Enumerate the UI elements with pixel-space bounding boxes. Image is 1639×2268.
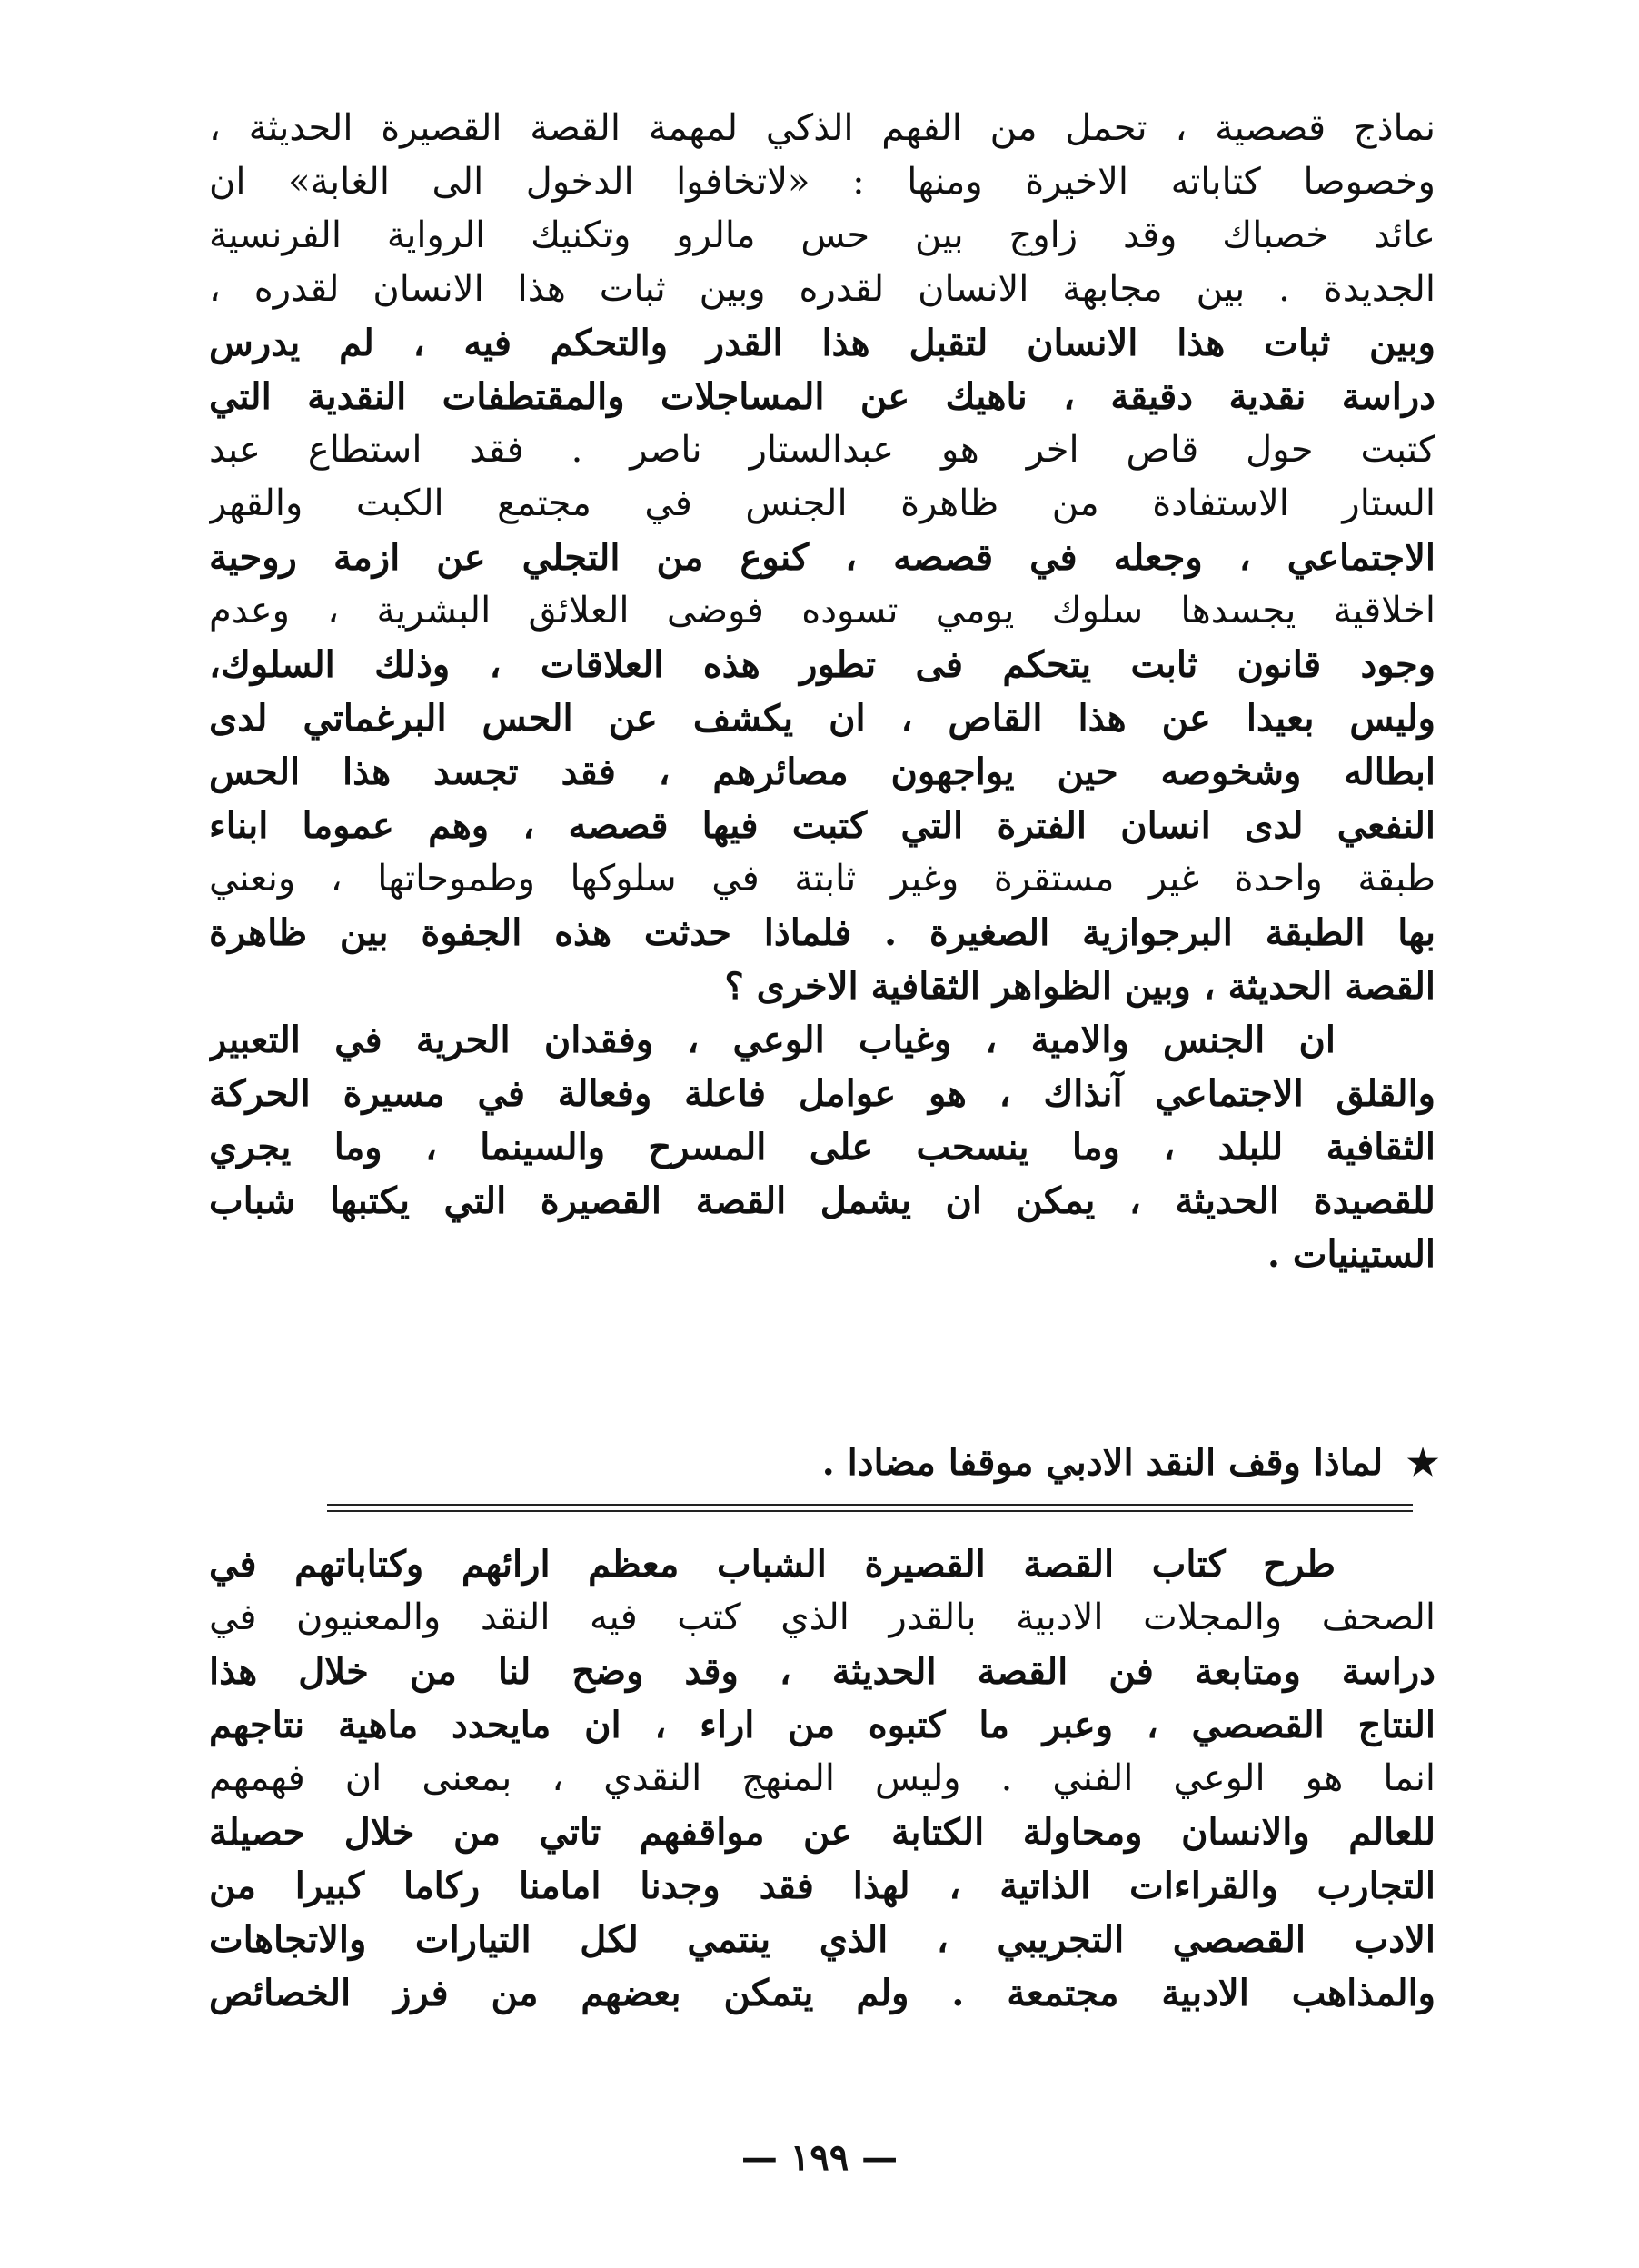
text-line: الصحف والمجلات الادبية بالقدر الذي كتب فيه النقد والمعنيون في (209, 1597, 1435, 1638)
text-line: النفعي لدى انسان الفترة التي كتبت فيها قصصه ، وهم عموما ابناء (209, 804, 1435, 847)
text-line: والمذاهب الادبية مجتمعة . ولم يتمكن بعضهم من فرز الخصائص (209, 1972, 1435, 2014)
text-line: وليس بعيدا عن هذا القاص ، ان يكشف عن الحس البرغماتي لدى (209, 697, 1435, 740)
text-line: للعالم والانسان ومحاولة الكتابة عن مواقفهم تاتي من خلال حصيلة (209, 1811, 1435, 1854)
text-line: وجود قانون ثابت يتحكم فى تطور هذه العلاقات ، وذلك السلوك، (209, 643, 1435, 686)
star-icon: ★ (1406, 1441, 1439, 1484)
text-line: دراسة نقدية دقيقة ، ناهيك عن المساجلات والمقتطفات النقدية التي (209, 375, 1435, 418)
paragraph-1 (209, 102, 1435, 1013)
text-line: دراسة ومتابعة فن القصة الحديثة ، وقد وضح لنا من خلال هذا (209, 1650, 1435, 1693)
text-line: ابطاله وشخوصه حين يواجهون مصائرهم ، فقد تجسد هذا الحس (209, 751, 1435, 793)
text-line: طرح كتاب القصة القصيرة الشباب معظم ارائهم وكتاباتهم في (209, 1543, 1336, 1586)
text-line: كتبت حول قاص اخر هو عبدالستار ناصر . فقد استطاع عبد (209, 429, 1435, 471)
heading-divider (327, 1504, 1413, 1506)
section-heading (822, 1436, 1439, 1489)
text-line: القصة الحديثة ، وبين الظواهر الثقافية الاخرى ؟ (724, 965, 1435, 1008)
text-line: نماذج قصصية ، تحمل من الفهم الذكي لمهمة القصة القصيرة الحديثة ، (209, 107, 1435, 149)
text-line: التجارب والقراءات الذاتية ، لهذا فقد وجدنا امامنا ركاما كبيرا من (209, 1865, 1435, 1907)
text-line: الستار الاستفادة من ظاهرة الجنس في مجتمع الكبت والقهر (209, 482, 1435, 524)
text-line: الادب القصصي التجريبي ، الذي ينتمي لكل التيارات والاتجاهات (209, 1918, 1435, 1961)
text-line: الثقافية للبلد ، وما ينسحب على المسرح والسينما ، وما يجري (209, 1126, 1435, 1169)
paragraph-3 (209, 1537, 1435, 2020)
section-heading-text: لماذا وقف النقد الادبي موقفا مضادا . (821, 1441, 1384, 1484)
text-line: وخصوصا كتاباته الاخيرة ومنها : «لاتخافوا الدخول الى الغابة» ان (209, 161, 1435, 203)
text-line: بها الطبقة البرجوازية الصغيرة . فلماذا حدثت هذه الجفوة بين ظاهرة (209, 911, 1435, 954)
text-line: اخلاقية يجسدها سلوك يومي تسوده فوضى العلائق البشرية ، وعدم (209, 590, 1435, 632)
text-line: للقصيدة الحديثة ، يمكن ان يشمل القصة القصيرة التي يكتبها شباب (209, 1179, 1435, 1222)
heading-divider (327, 1510, 1413, 1512)
text-line: الجديدة . بين مجابهة الانسان لقدره وبين ثبات هذا الانسان لقدره ، (209, 268, 1435, 310)
text-line: طبقة واحدة غير مستقرة وغير ثابتة في سلوكها وطموحاتها ، ونعني (209, 858, 1435, 900)
text-line: الستينيات . (1267, 1233, 1435, 1276)
text-line: وبين ثبات هذا الانسان لتقبل هذا القدر والتحكم فيه ، لم يدرس (209, 322, 1435, 364)
text-line: انما هو الوعي الفني . وليس المنهج النقدي ، بمعنى ان فهمهم (209, 1757, 1435, 1799)
text-line: الاجتماعي ، وجعله في قصصه ، كنوع من التجلي عن ازمة روحية (209, 536, 1435, 579)
paragraph-2 (209, 1013, 1435, 1281)
page-number: — ١٩٩ — (740, 2136, 899, 2179)
text-line: ان الجنس والامية ، وغياب الوعي ، وفقدان الحرية في التعبير (209, 1019, 1336, 1061)
text-line: النتاج القصصي ، وعبر ما كتبوه من اراء ، ان مايحدد ماهية نتاجهم (209, 1704, 1435, 1746)
text-line: عائد خصباك وقد زاوج بين حس مالرو وتكنيك الرواية الفرنسية (209, 214, 1435, 256)
text-line: والقلق الاجتماعي آنذاك ، هو عوامل فاعلة وفعالة في مسيرة الحركة (209, 1072, 1435, 1115)
